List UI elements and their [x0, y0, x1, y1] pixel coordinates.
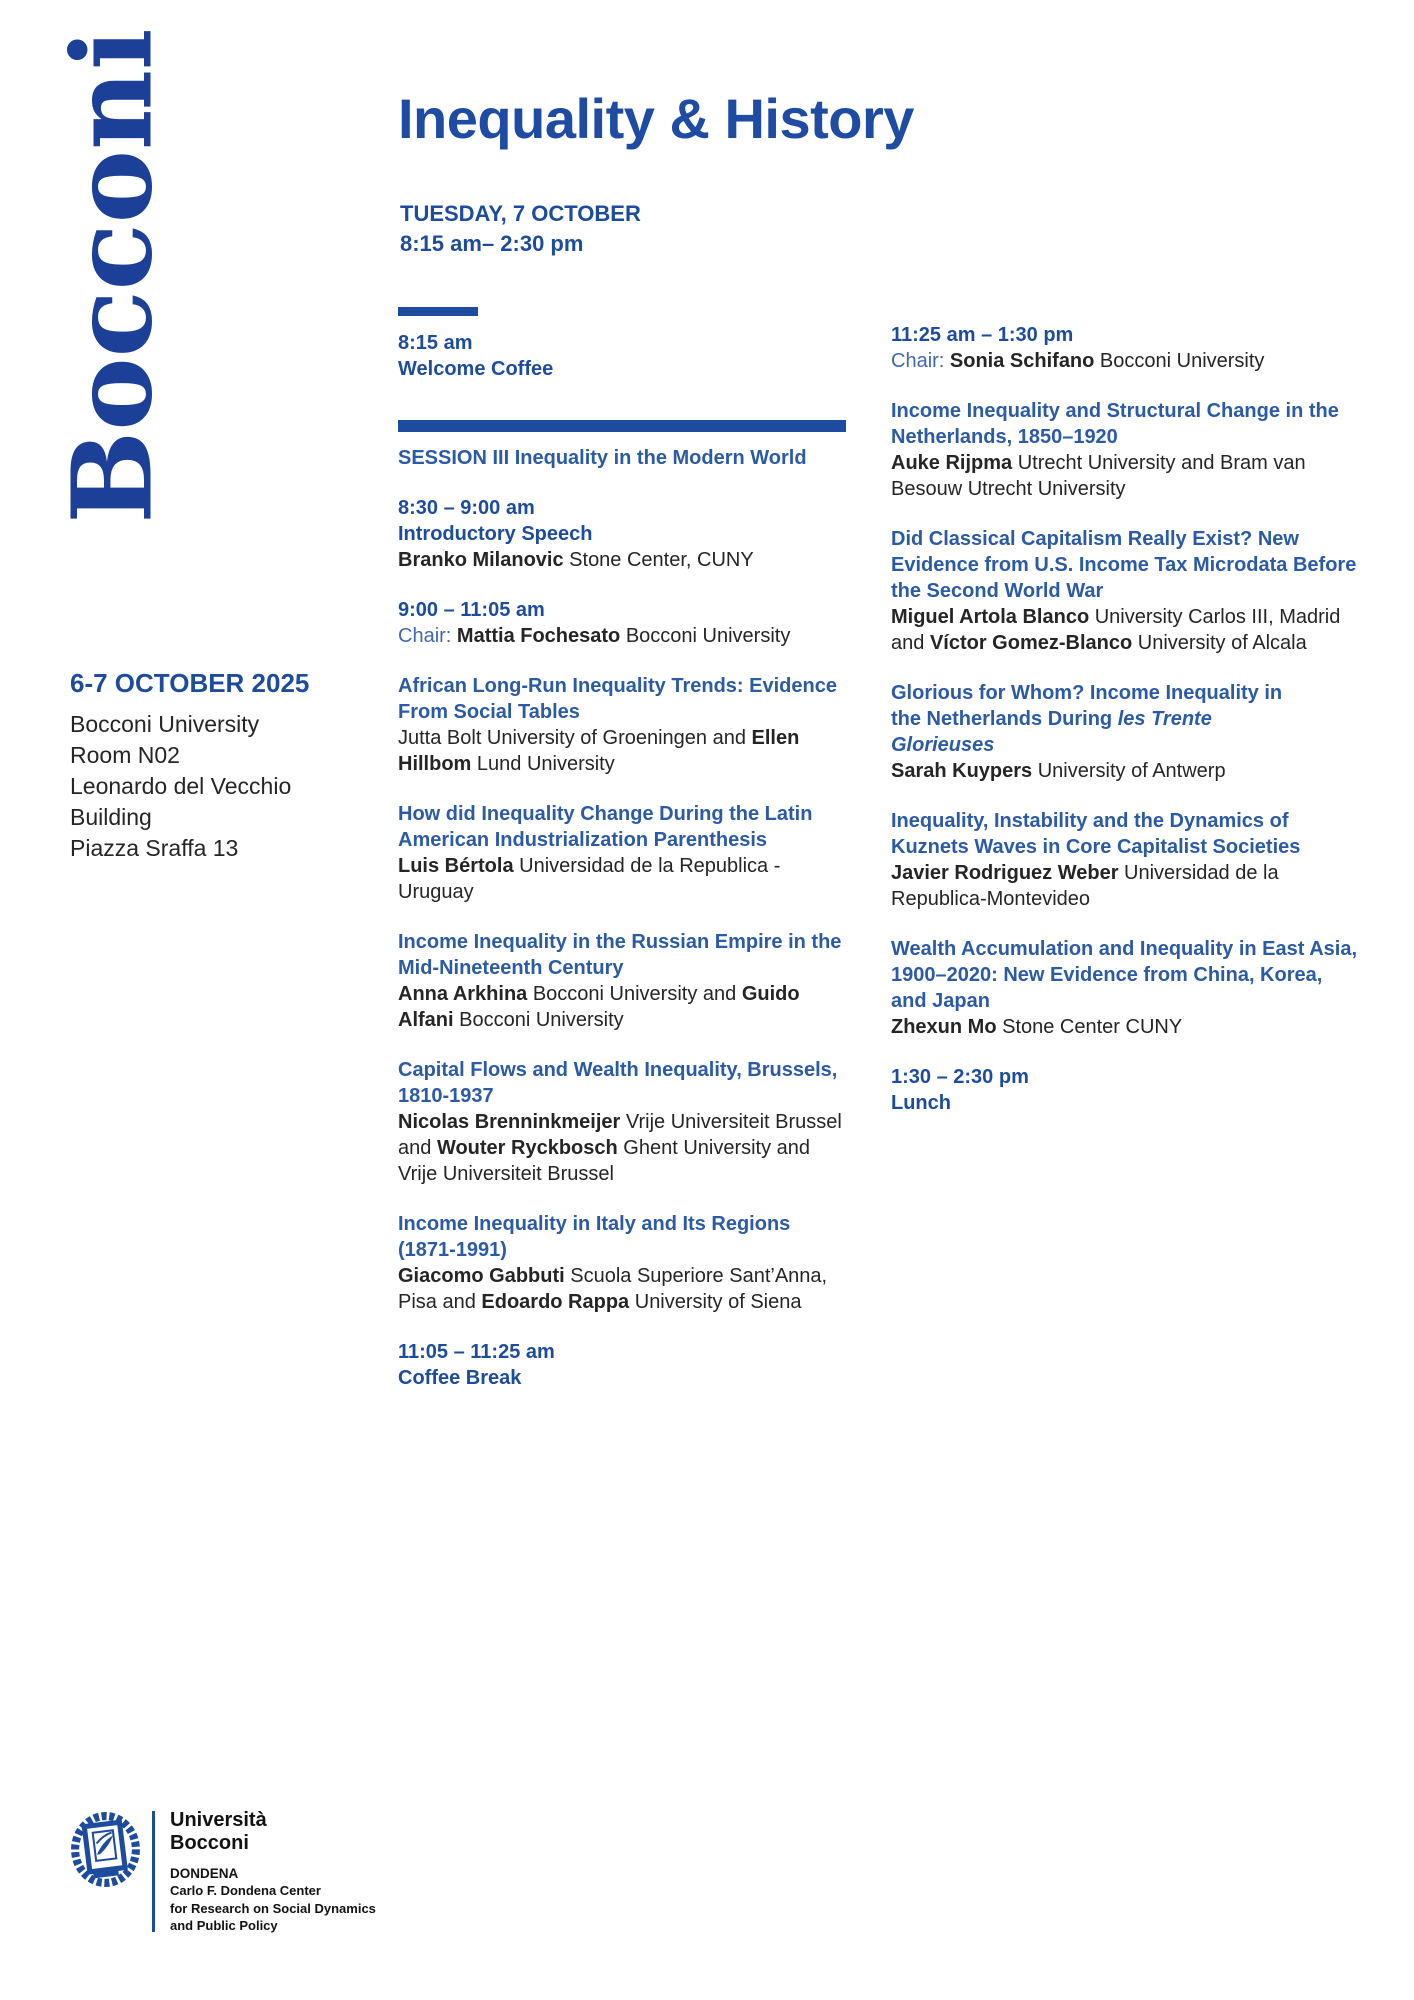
author-name: Luis Bértola	[398, 855, 514, 877]
talk-title: Capital Flows and Wealth Inequality, Brussels, 1810-1937	[398, 1059, 838, 1107]
talk-title: Inequality, Instability and the Dynamics of Kuznets Waves in Core Capitalist Societies	[891, 810, 1301, 858]
right-column	[891, 322, 1357, 1116]
slot-time: 1:30 – 2:30 pm	[891, 1066, 1029, 1088]
speaker-affiliation: Stone Center, CUNY	[563, 549, 754, 571]
talk	[891, 808, 1357, 912]
accent-bar-long	[398, 420, 846, 432]
event-dates: 6-7 OCTOBER 2025	[70, 668, 310, 698]
venue-line: Piazza Sraffa 13	[70, 835, 239, 861]
author-affiliation: Universidad de la Republica - Uruguay	[398, 855, 781, 903]
slot-time: 11:05 – 11:25 am	[398, 1341, 555, 1363]
talk-title-italic: les Trente Glorieuses	[891, 708, 1212, 756]
slot-label: Lunch	[891, 1092, 951, 1114]
talk-title: African Long-Run Inequality Trends: Evidence From Social Tables	[398, 675, 837, 723]
author-affiliation: Scuola Superiore Sant’Anna, Pisa and	[398, 1265, 828, 1313]
author-affiliation: Universidad de la Republica-Montevideo	[891, 862, 1279, 910]
event-day: TUESDAY, 7 OCTOBER	[400, 201, 641, 226]
slot-time: 9:00 – 11:05 am	[398, 599, 545, 621]
author-name: Miguel Artola Blanco	[891, 606, 1090, 628]
talk-title-text: Glorious for Whom? Income Inequality in the Netherlands During	[891, 682, 1283, 730]
intro-speech-block	[398, 495, 853, 573]
author-affiliation: Utrecht University and Bram van Besouw Utrecht University	[891, 452, 1306, 500]
event-datetime	[400, 199, 641, 259]
chair-name: Mattia Fochesato	[456, 625, 621, 647]
author-name: Javier Rodriguez Weber	[891, 862, 1119, 884]
talk-title: Income Inequality and Structural Change in the Netherlands, 1850–1920	[891, 400, 1339, 448]
talk	[891, 398, 1357, 502]
session-chair-block	[891, 322, 1357, 374]
slot-time: 8:30 – 9:00 am	[398, 497, 535, 519]
speaker-line	[398, 547, 853, 573]
left-column	[398, 307, 853, 1391]
dondena-center-line: for Research on Social Dynamics	[170, 1900, 376, 1916]
chair-affiliation: Bocconi University	[620, 625, 791, 647]
talk-authors	[891, 758, 1357, 784]
venue-line: Building	[70, 804, 152, 830]
session-heading: SESSION III Inequality in the Modern World	[398, 447, 807, 469]
author-affiliation: University of Antwerp	[1032, 760, 1226, 782]
lunch-block	[891, 1064, 1357, 1116]
talk	[398, 801, 853, 905]
chair-name: Sonia Schifano	[949, 350, 1095, 372]
author-name: Auke Rijpma	[891, 452, 1013, 474]
author-affiliation: Bocconi University and	[527, 983, 742, 1005]
author-name: Wouter Ryckbosch	[436, 1137, 618, 1159]
talk-authors	[891, 450, 1357, 502]
dondena-center-line: and Public Policy	[170, 1918, 278, 1933]
talk-authors	[891, 1014, 1357, 1040]
venue-line: Bocconi University	[70, 711, 260, 737]
author-name: Zhexun Mo	[891, 1016, 997, 1038]
author-name: Nicolas Brenninkmeijer	[398, 1111, 621, 1133]
event-hours: 8:15 am– 2:30 pm	[400, 231, 584, 256]
chair-line	[398, 623, 853, 649]
talk-title: How did Inequality Change During the Latin American Industrialization Parenthesis	[398, 803, 813, 851]
bocconi-wordmark	[48, 28, 177, 524]
talk	[891, 936, 1357, 1040]
talk-authors	[398, 981, 853, 1033]
slot-time: 11:25 am – 1:30 pm	[891, 324, 1074, 346]
author-name: Sarah Kuypers	[891, 760, 1033, 782]
author-name: Ellen Hillbom	[398, 727, 800, 775]
dondena-center-line: Carlo F. Dondena Center	[170, 1883, 321, 1898]
talk-authors	[891, 604, 1357, 656]
talk-authors	[398, 1109, 853, 1187]
slot-label: Welcome Coffee	[398, 358, 554, 380]
talk	[398, 673, 853, 777]
author-affiliation: University of Alcala	[1132, 632, 1307, 654]
bocconi-wordmark-text: Bocconi	[48, 28, 177, 524]
dondena-name: DONDENA	[170, 1866, 239, 1881]
talk-authors	[398, 853, 853, 905]
talk-authors	[891, 860, 1357, 912]
author-affiliation: University of Siena	[629, 1291, 802, 1313]
chair-line	[891, 348, 1357, 374]
coffee-break-block	[398, 1339, 853, 1391]
talk-title: Income Inequality in Italy and Its Regions (1871-1991)	[398, 1213, 791, 1261]
author-name: Anna Arkhina	[398, 983, 528, 1005]
slot-time: 8:15 am	[398, 332, 473, 354]
chair-affiliation: Bocconi University	[1094, 350, 1265, 372]
talk	[398, 1057, 853, 1187]
author-affiliation: Vrije Universiteit Brussel and	[398, 1111, 842, 1159]
author-name: Edoardo Rappa	[481, 1291, 630, 1313]
talk-title: Wealth Accumulation and Inequality in East Asia, 1900–2020: New Evidence from China, Korea, and Japan	[891, 938, 1358, 1012]
talk	[891, 526, 1357, 656]
chair-label: Chair:	[398, 625, 457, 647]
author-affiliation: Stone Center CUNY	[996, 1016, 1183, 1038]
slot-label: Coffee Break	[398, 1367, 522, 1389]
chair-label: Chair:	[891, 350, 950, 372]
talk-authors	[398, 1263, 853, 1315]
author-affiliation: Ghent University and Vrije Universiteit Brussel	[398, 1137, 811, 1185]
talk-title	[891, 680, 1293, 758]
venue-line: Leonardo del Vecchio	[70, 773, 292, 799]
talk	[891, 680, 1357, 784]
footer-text	[170, 1809, 376, 1935]
talk-title: Income Inequality in the Russian Empire in the Mid-Nineteenth Century	[398, 931, 842, 979]
university-seal-icon	[70, 1811, 141, 1888]
talk-authors	[398, 725, 853, 777]
footer	[70, 1808, 490, 1938]
page-title: Inequality & History	[398, 87, 914, 150]
author-name: Víctor Gomez-Blanco	[929, 632, 1133, 654]
session-chair-block	[398, 597, 853, 649]
author-name: Guido Alfani	[398, 983, 800, 1031]
welcome-coffee-block	[398, 330, 853, 382]
author-name: Giacomo Gabbuti	[398, 1265, 565, 1287]
talk	[398, 1211, 853, 1315]
venue-line: Room N02	[70, 742, 180, 768]
author-affiliation: University Carlos III, Madrid and	[891, 606, 1341, 654]
university-name-line1: Università	[170, 1809, 267, 1831]
talk-title: Did Classical Capitalism Really Exist? New Evidence from U.S. Income Tax Microdata Before the Second World War	[891, 528, 1357, 602]
footer-divider	[152, 1811, 155, 1932]
author-affiliation: Lund University	[471, 753, 615, 775]
speaker-name: Branko Milanovic	[398, 549, 564, 571]
university-name-line2: Bocconi	[170, 1832, 249, 1854]
accent-bar-short	[398, 307, 478, 316]
talk	[398, 929, 853, 1033]
author-affiliation: Jutta Bolt University of Groeningen and	[398, 727, 752, 749]
author-affiliation: Bocconi University	[453, 1009, 624, 1031]
event-info	[70, 668, 340, 864]
slot-label: Introductory Speech	[398, 523, 593, 545]
